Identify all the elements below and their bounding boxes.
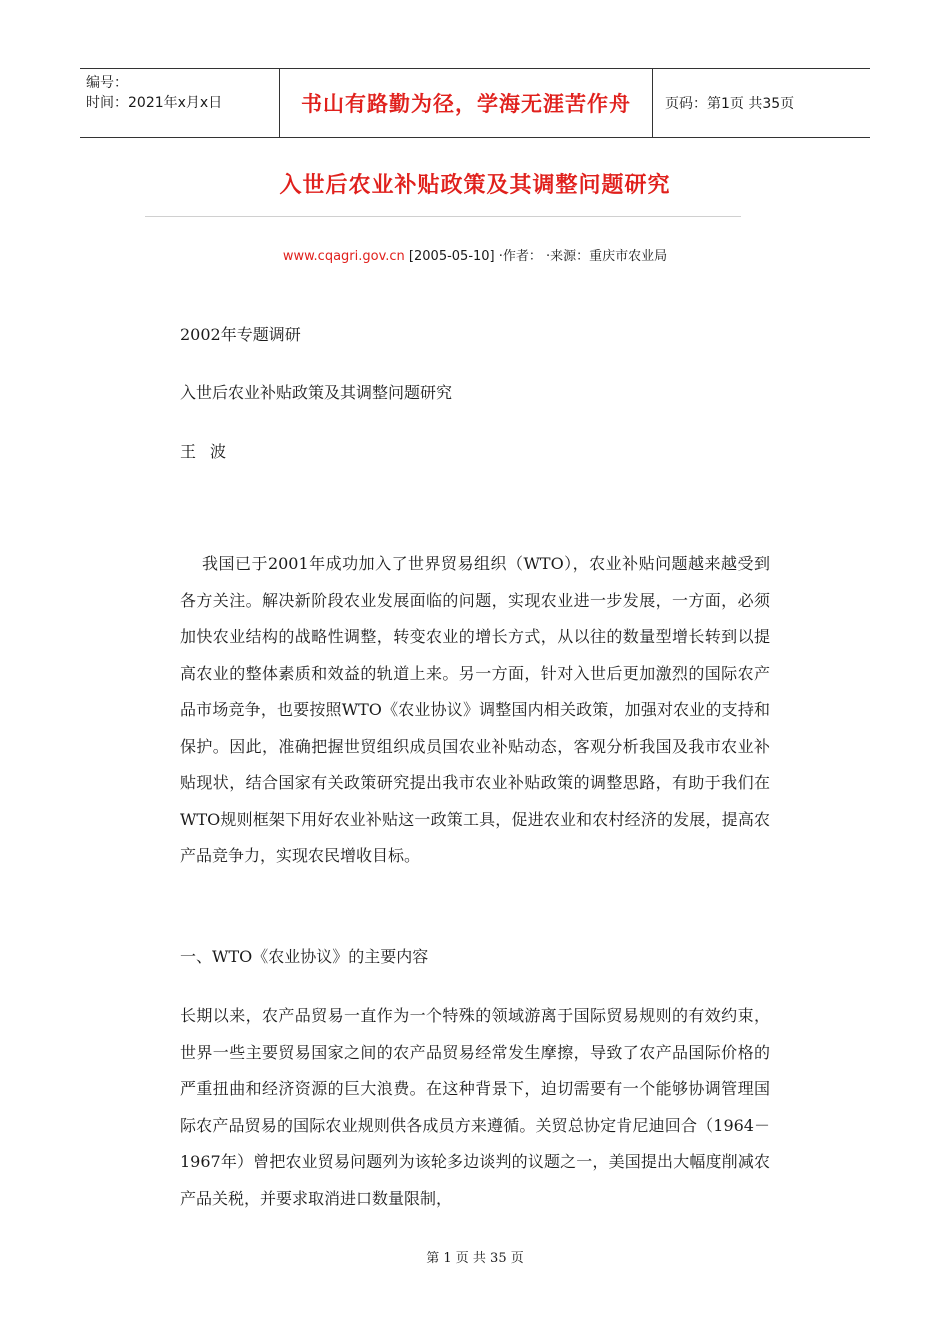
author-line: 王波 [180, 442, 241, 461]
section-heading: 一、WTO《农业协议》的主要内容 [180, 947, 429, 966]
header-motto: 书山有路勤为径，学海无涯苦作舟 [280, 69, 653, 137]
title-divider [145, 216, 741, 217]
page-footer: 第 1 页 共 35 页 [426, 1251, 524, 1266]
number-label: 编号： [86, 75, 128, 91]
meta-details: [2005-05-10] ·作者： ·来源：重庆市农业局 [404, 249, 668, 264]
time-label: 时间：2021年x月x日 [86, 95, 223, 111]
source-site-link[interactable]: www.cqagri.gov.cn [282, 249, 405, 264]
intro-paragraph: 我国已于2001年成功加入了世界贸易组织（WTO），农业补贴问题越来越受到各方关注。解决新阶段农业发展面临的问题，实现农业进一步发展，一方面，必须加快农业结构的战略性调整，转变农业的增长方式，从以往的数量型增长转到以提高农业的整体素质和效益的轨道上来。另一方面，针对入世后更加激烈的国际农产品市场竞争，也要按照WTO《农业协议》调整国内相关政策，加强对农业的支持和保护。因此，准确把握世贸组织成员国农业补贴动态，客观分析我国及我市农业补贴现状，结合国家有关政策研究提出我市农业补贴政策的调整思路，有助于我们在WTO规则框架下用好农业补贴这一政策工具，促进农业和农村经济的发展，提高农产品竞争力，实现农民增收目标。 [180, 554, 770, 865]
article-meta [0, 245, 950, 264]
header-info-cell [80, 69, 280, 137]
subtitle-line: 入世后农业补贴政策及其调整问题研究 [180, 383, 453, 402]
section-paragraph: 长期以来，农产品贸易一直作为一个特殊的领域游离于国际贸易规则的有效约束，世界一些主要贸易国家之间的农产品贸易经常发生摩擦，导致了农产品国际价格的严重扭曲和经济资源的巨大浪费。在这种背景下，迫切需要有一个能够协调管理国际农产品贸易的国际农业规则供各成员方来遵循。关贸总协定肯尼迪回合（1964－1967年）曾把农业贸易问题列为该轮多边谈判的议题之一，美国提出大幅度削减农产品关税，并要求取消进口数量限制， [180, 1006, 770, 1208]
document-header [80, 68, 870, 138]
article-title: 入世后农业补贴政策及其调整问题研究 [279, 172, 671, 198]
header-page-info: 页码：第1页 共35页 [665, 96, 795, 112]
topic-line: 2002年专题调研 [180, 325, 301, 344]
